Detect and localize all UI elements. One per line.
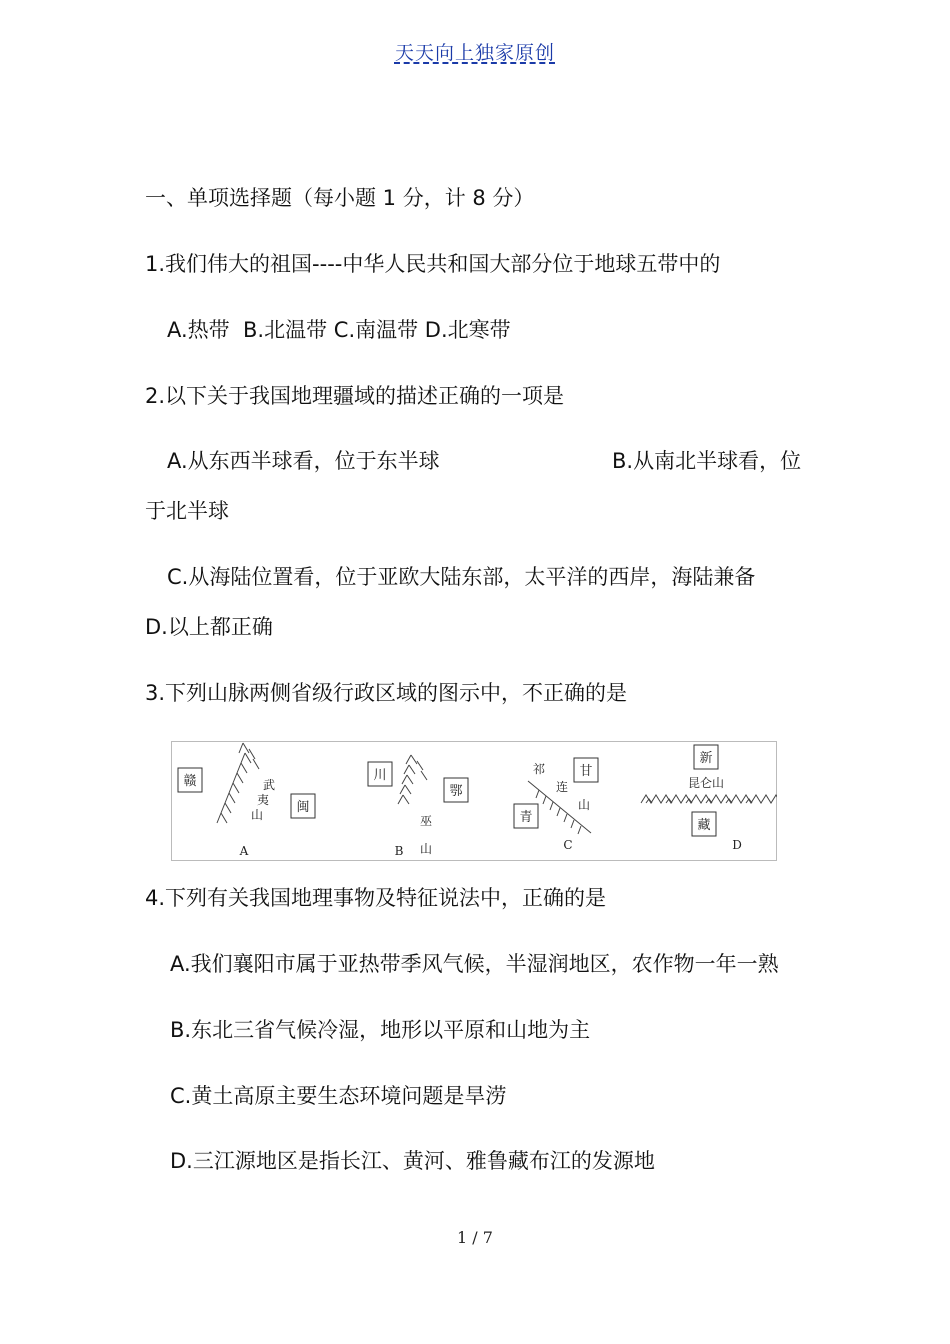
question-3-stem: 3.下列山脉两侧省级行政区域的图示中，不正确的是	[145, 681, 628, 705]
panel-c-box-2: 青	[519, 810, 533, 825]
page-number: 1 / 7	[457, 1228, 493, 1247]
question-2-option-b-continued: 于北半球	[145, 499, 229, 523]
header-link[interactable]	[0, 38, 950, 65]
panel-a-box-2: 闽	[296, 800, 310, 815]
panel-b-box-2: 鄂	[449, 784, 463, 799]
panel-d-mountain-label: 昆仑山	[687, 776, 725, 790]
panel-d-box-1: 新	[699, 751, 713, 766]
question-2-option-b: B.从南北半球看，位	[612, 449, 802, 473]
mountain-figure	[171, 741, 777, 861]
section-title: 一、单项选择题（每小题 1 分，计 8 分）	[145, 186, 535, 210]
panel-c-box-1: 甘	[579, 764, 593, 779]
panel-a-box-1: 赣	[183, 774, 197, 789]
panel-c-mountain-char-2: 连	[556, 780, 569, 794]
panel-a-mountain-char-3: 山	[251, 808, 264, 822]
header-link-text[interactable]: 天天向上独家原创	[394, 42, 555, 64]
panel-b-mountain-char-1: 巫	[420, 814, 433, 828]
panel-b-box-1: 川	[373, 768, 387, 783]
panel-d-box-2: 藏	[697, 818, 711, 833]
question-4-option-c: C.黄土高原主要生态环境问题是旱涝	[170, 1084, 507, 1108]
question-2-option-d: D.以上都正确	[145, 615, 273, 639]
question-2-option-a: A.从东西半球看，位于东半球	[167, 449, 440, 473]
question-1-options: A.热带 B.北温带 C.南温带 D.北寒带	[167, 318, 511, 342]
panel-a-mountain-char-2: 夷	[257, 793, 270, 807]
question-2-option-c: C.从海陆位置看，位于亚欧大陆东部，太平洋的西岸，海陆兼备	[167, 565, 756, 589]
question-1-stem: 1.我们伟大的祖国----中华人民共和国大部分位于地球五带中的	[145, 252, 721, 276]
question-4-option-a: A.我们襄阳市属于亚热带季风气候，半湿润地区，农作物一年一熟	[170, 952, 779, 976]
question-2-stem: 2.以下关于我国地理疆域的描述正确的一项是	[145, 384, 565, 408]
panel-a-letter: A	[239, 844, 249, 858]
panel-c-mountain-char-3: 山	[578, 798, 591, 812]
question-4-stem: 4.下列有关我国地理事物及特征说法中，正确的是	[145, 886, 607, 910]
panel-b-letter: B	[394, 844, 404, 858]
question-4-option-d: D.三江源地区是指长江、黄河、雅鲁藏布江的发源地	[170, 1149, 655, 1173]
panel-c-mountain-char-1: 祁	[533, 762, 546, 776]
panel-a-mountain-char-1: 武	[263, 778, 276, 792]
question-4-option-b: B.东北三省气候冷湿，地形以平原和山地为主	[170, 1018, 591, 1042]
panel-d-letter: D	[732, 838, 742, 852]
panel-b-mountain-char-2: 山	[420, 842, 433, 856]
mountain-figure-svg	[171, 741, 777, 861]
panel-c-letter: C	[563, 838, 573, 852]
